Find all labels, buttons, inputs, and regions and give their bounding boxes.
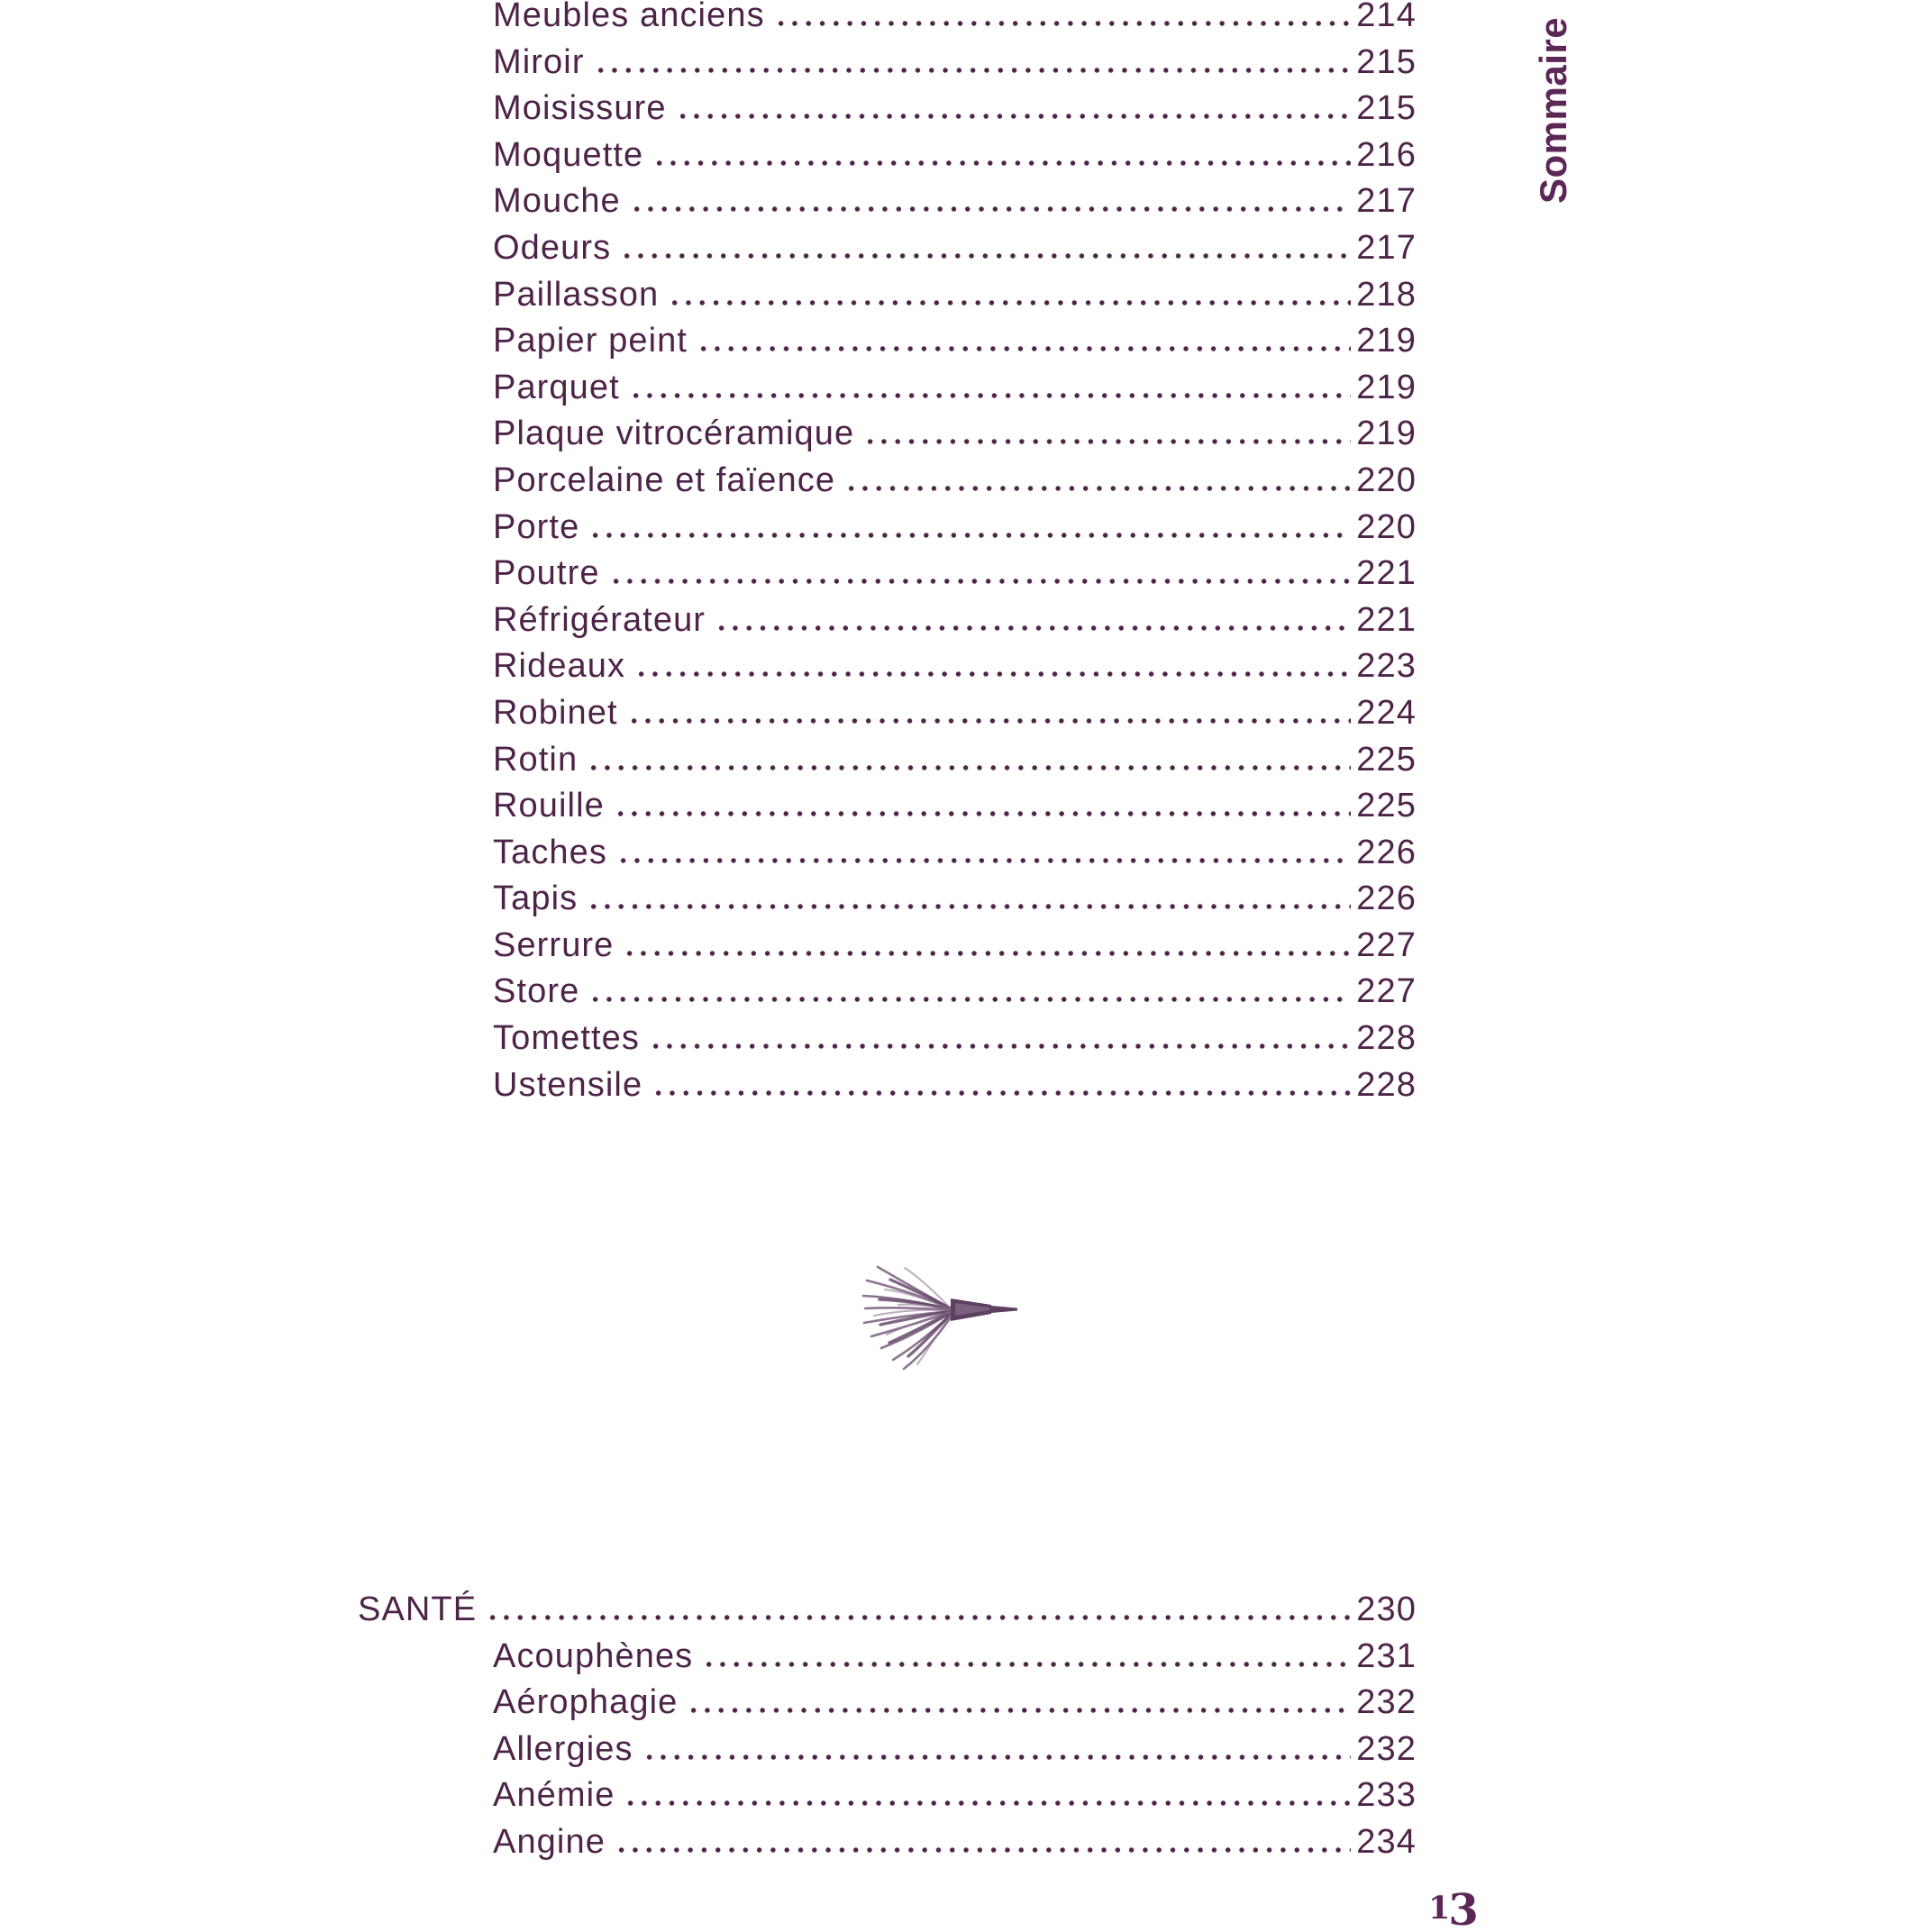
dotted-leader [774, 21, 1352, 26]
dotted-leader [620, 253, 1351, 259]
toc-entry [493, 272, 1417, 319]
toc-entry [493, 969, 1417, 1016]
toc-entry-page: 226 [1356, 879, 1417, 918]
feather-duster-illustration [858, 1253, 1025, 1383]
toc-entry-page: 226 [1356, 833, 1417, 871]
sante-heading-label: SANTÉ [358, 1590, 478, 1628]
toc-entry [493, 737, 1417, 784]
toc-entry-label: Mouche [493, 182, 621, 221]
toc-entry-page: 217 [1356, 182, 1417, 221]
toc-entry [358, 1727, 1417, 1773]
toc-entry-page: 233 [1356, 1776, 1417, 1815]
toc-entry-page: 216 [1356, 135, 1417, 174]
toc-entry [493, 318, 1417, 365]
toc-entry-label: Miroir [493, 42, 585, 81]
sommaire-margin-label [1532, 2, 1582, 204]
dotted-leader [616, 858, 1351, 863]
toc-entry-label: Anémie [493, 1776, 615, 1815]
toc-entry-label: Serrure [493, 925, 615, 964]
toc-entry-page: 220 [1356, 460, 1417, 499]
dotted-leader [634, 671, 1351, 677]
dotted-leader [623, 951, 1351, 956]
toc-entry-label: Porte [493, 507, 580, 546]
toc-entry [493, 1016, 1417, 1062]
dotted-leader [697, 346, 1351, 351]
toc-entry-label: Meubles anciens [493, 0, 765, 34]
toc-entry [493, 783, 1417, 830]
toc-entry [493, 597, 1417, 644]
toc-entry-page: 221 [1356, 554, 1417, 593]
toc-entry [493, 830, 1417, 877]
toc-entry [493, 365, 1417, 412]
toc-entry-page: 234 [1356, 1822, 1417, 1861]
dotted-leader [615, 1847, 1351, 1853]
toc-entry-page: 223 [1356, 647, 1417, 686]
dotted-leader [844, 486, 1351, 491]
dotted-leader [652, 1090, 1351, 1096]
toc-entry-page: 214 [1356, 0, 1417, 34]
toc-entry-page: 217 [1356, 228, 1417, 267]
toc-entry-page: 215 [1356, 42, 1417, 81]
sommaire-margin-label-text: Sommaire [1532, 16, 1574, 204]
toc-entry [493, 876, 1417, 923]
toc-entry-label: Paillasson [493, 275, 660, 314]
toc-entry [493, 1062, 1417, 1109]
toc-entry-page: 220 [1356, 507, 1417, 546]
toc-entry-label: Rotin [493, 740, 579, 779]
toc-entry-page: 225 [1356, 740, 1417, 779]
dotted-leader [614, 811, 1351, 816]
toc-entry-label: Aérophagie [493, 1683, 679, 1722]
toc-entry [358, 1634, 1417, 1681]
dotted-leader [687, 1708, 1351, 1713]
toc-entry [493, 132, 1417, 179]
toc-entry [493, 411, 1417, 458]
dotted-leader [588, 533, 1351, 538]
toc-entry-page: 228 [1356, 1065, 1417, 1104]
toc-entry-label: Allergies [493, 1729, 633, 1768]
toc-entry-page: 227 [1356, 972, 1417, 1011]
toc-entry-page: 232 [1356, 1729, 1417, 1768]
toc-entry-label: Papier peint [493, 322, 688, 360]
dotted-leader [702, 1662, 1351, 1667]
toc-entry-label: Tapis [493, 879, 579, 918]
dotted-leader [624, 1800, 1351, 1806]
dotted-leader [652, 160, 1351, 166]
toc-entry-label: Angine [493, 1822, 606, 1861]
sante-heading-page: 230 [1356, 1590, 1417, 1628]
toc-entry [493, 643, 1417, 690]
toc-entry-label: Robinet [493, 693, 618, 732]
dotted-leader [609, 579, 1352, 584]
dotted-leader [676, 114, 1352, 119]
toc-entry [358, 1819, 1417, 1866]
toc-entry-page: 221 [1356, 600, 1417, 639]
toc-entry [493, 505, 1417, 551]
toc-entry-page: 232 [1356, 1683, 1417, 1722]
page-number [1428, 1885, 1477, 1932]
toc-entry-page: 219 [1356, 415, 1417, 453]
toc-entry-label: Tomettes [493, 1019, 640, 1058]
toc-entry [493, 86, 1417, 132]
toc-entry [493, 225, 1417, 272]
toc-entry [493, 690, 1417, 737]
dotted-leader [630, 206, 1352, 212]
toc-entry-page: 224 [1356, 693, 1417, 732]
dotted-leader [627, 718, 1352, 724]
toc-entry [493, 40, 1417, 87]
page-number-digit: 3 [1448, 1885, 1477, 1932]
dotted-leader [863, 439, 1351, 444]
toc-entry-page: 218 [1356, 275, 1417, 314]
toc-entry-label: Parquet [493, 368, 620, 406]
toc-entry-label: Ustensile [493, 1065, 643, 1104]
toc-entry-label: Réfrigérateur [493, 600, 706, 639]
dotted-leader [588, 997, 1351, 1002]
dotted-leader [594, 68, 1352, 73]
toc-entry [493, 551, 1417, 597]
toc-entry [358, 1680, 1417, 1727]
toc-entry-label: Odeurs [493, 228, 612, 267]
sante-heading-entry [358, 1587, 1417, 1634]
dotted-leader [587, 765, 1351, 770]
toc-entry-page: 219 [1356, 368, 1417, 406]
toc-entry [493, 178, 1417, 225]
toc-entry-page: 227 [1356, 925, 1417, 964]
dotted-leader [715, 625, 1351, 631]
toc-entry-page: 219 [1356, 322, 1417, 360]
toc-entry-label: Rouille [493, 787, 605, 825]
toc-entry-label: Porcelaine et faïence [493, 460, 836, 499]
toc-entry-label: Rideaux [493, 647, 626, 686]
toc-entry-label: Moisissure [493, 89, 667, 128]
toc-entry-label: Poutre [493, 554, 600, 593]
toc-entry-label: Plaque vitrocéramique [493, 415, 855, 453]
dotted-leader [587, 904, 1351, 909]
toc-entry-page: 215 [1356, 89, 1417, 128]
toc-entry [358, 1773, 1417, 1819]
dotted-leader [642, 1754, 1352, 1760]
toc-entry-label: Taches [493, 833, 608, 871]
dotted-leader [486, 1615, 1351, 1620]
toc-entry-page: 228 [1356, 1019, 1417, 1058]
page-number-digit: 1 [1428, 1890, 1449, 1927]
dotted-leader [649, 1043, 1351, 1049]
toc-entry [493, 0, 1417, 40]
toc-entry [493, 458, 1417, 505]
toc-entry-label: Acouphènes [493, 1636, 694, 1675]
dotted-leader [668, 300, 1351, 305]
toc-list [493, 0, 1417, 1108]
toc-entry [493, 923, 1417, 970]
toc-entry-label: Store [493, 972, 580, 1011]
sante-section [358, 1587, 1417, 1866]
dotted-leader [629, 393, 1352, 398]
toc-entry-page: 225 [1356, 787, 1417, 825]
toc-entry-page: 231 [1356, 1636, 1417, 1675]
toc-entry-label: Moquette [493, 135, 644, 174]
